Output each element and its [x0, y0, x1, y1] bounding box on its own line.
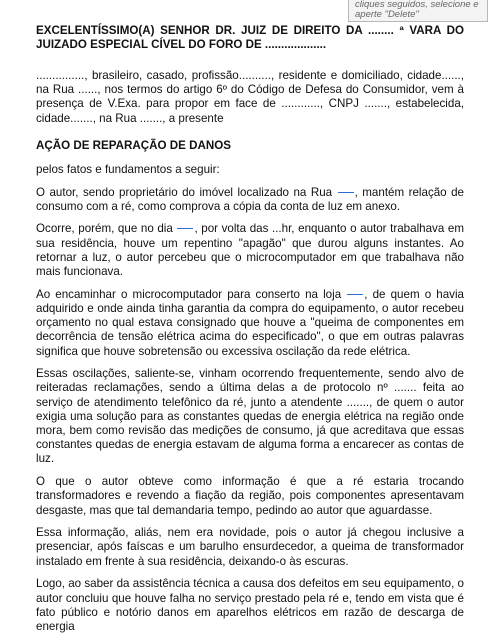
street-blank-field[interactable] — [338, 192, 354, 193]
facts-paragraph-4: Essas oscilações, saliente-se, vinham ocorrendo frequentemente, sendo alvo de reiteradas reclamações, sendo a última delas a de protocolo nº ....... feita ao serviço de atendimento telefônico da ré, junto a atendente ......., de quem o autor exigia uma solução para as constantes quedas de energia elétrica na região onde mora, bem como revisão das medições de consumo, já que acreditava que essas constantes quedas de energia estavam de alguma forma a encarecer as contas de luz. — [36, 367, 464, 466]
facts-p3-text-b: , de quem o havia adquirido e onde ainda tinha garantia da compra do equipamento, o autor recebeu orçamento no qual estava consignado que houve a "queima de componentes em decorrência de tensão elétrica acima do especificado", o que em outras palavras significa que houve sobretensão ou excessiva oscilação da rede elétrica. — [36, 287, 464, 358]
intro-paragraph: pelos fatos e fundamentos a seguir: — [36, 162, 220, 176]
petition-heading: EXCELENTÍSSIMO(A) SENHOR DR. JUIZ DE DIREITO DA ........ ª VARA DO JUIZADO ESPECIAL CÍVEL DO FORO DE ................... — [36, 24, 464, 51]
facts-paragraph-2 — [36, 222, 464, 279]
facts-paragraph-6: Essa informação, aliás, nem era novidade, pois o autor já chegou inclusive a presenciar, após faíscas e um barulho ensurdecedor, a queima de transformador instalado em frente à sua residência, deixando-o às escuras. — [36, 526, 464, 568]
facts-p2-text-b: , por volta das ...hr, enquanto o autor trabalhava em sua residência, houve um repentino "apagão" que durou alguns instantes. Ao retornar a luz, o autor percebeu que o microcomputador em que trabalhava não mais funcionava. — [36, 222, 464, 279]
facts-p3-text-a: Ao encaminhar o microcomputador para conserto na loja — [36, 287, 342, 301]
delete-hint-tooltip — [348, 0, 488, 22]
tooltip-line-1: cliques seguidos, selecione e — [355, 0, 479, 10]
party-qualification: ..............., brasileiro, casado, profissão.........., residente e domiciliado, cidade......, na Rua ......, nos termos do artigo 6º do Código de Defesa do Consumidor, vem à presença de V.Exa. para propor em face de ............, CNPJ ......., estabelecida, cidade......., na Rua ......., a presente — [36, 69, 464, 125]
facts-paragraph-7: Logo, ao saber da assistência técnica a causa dos defeitos em seu equipamento, o autor concluiu que houve falha no serviço prestado pela ré e, tendo em vista que é fato público e notório danos em aparelhos elétricos em razão de descarga de energia — [36, 577, 464, 633]
facts-paragraph-5: O que o autor obteve como informação é que a ré estaria trocando transformadores e revendo a fiação da região, pois componentes apresentavam desgaste, mas que tal demandaria tempo, pedindo ao autor que aguardasse. — [36, 475, 464, 517]
tooltip-line-2: aperte "Delete" — [355, 9, 419, 20]
petition-document — [36, 24, 464, 643]
facts-p1-text-b: , mantém relação de consumo com a ré, como comprova a cópia da conta de luz em anexo. — [36, 185, 464, 213]
date-blank-field[interactable] — [177, 228, 193, 229]
facts-p1-text-a: O autor, sendo proprietário do imóvel localizado na Rua — [36, 185, 333, 199]
facts-paragraph-3 — [36, 288, 464, 359]
store-blank-field[interactable] — [347, 294, 363, 295]
facts-p2-text-a: Ocorre, porém, que no dia — [36, 222, 173, 236]
action-title: AÇÃO DE REPARAÇÃO DE DANOS — [36, 138, 231, 152]
facts-paragraph-1 — [36, 186, 464, 214]
